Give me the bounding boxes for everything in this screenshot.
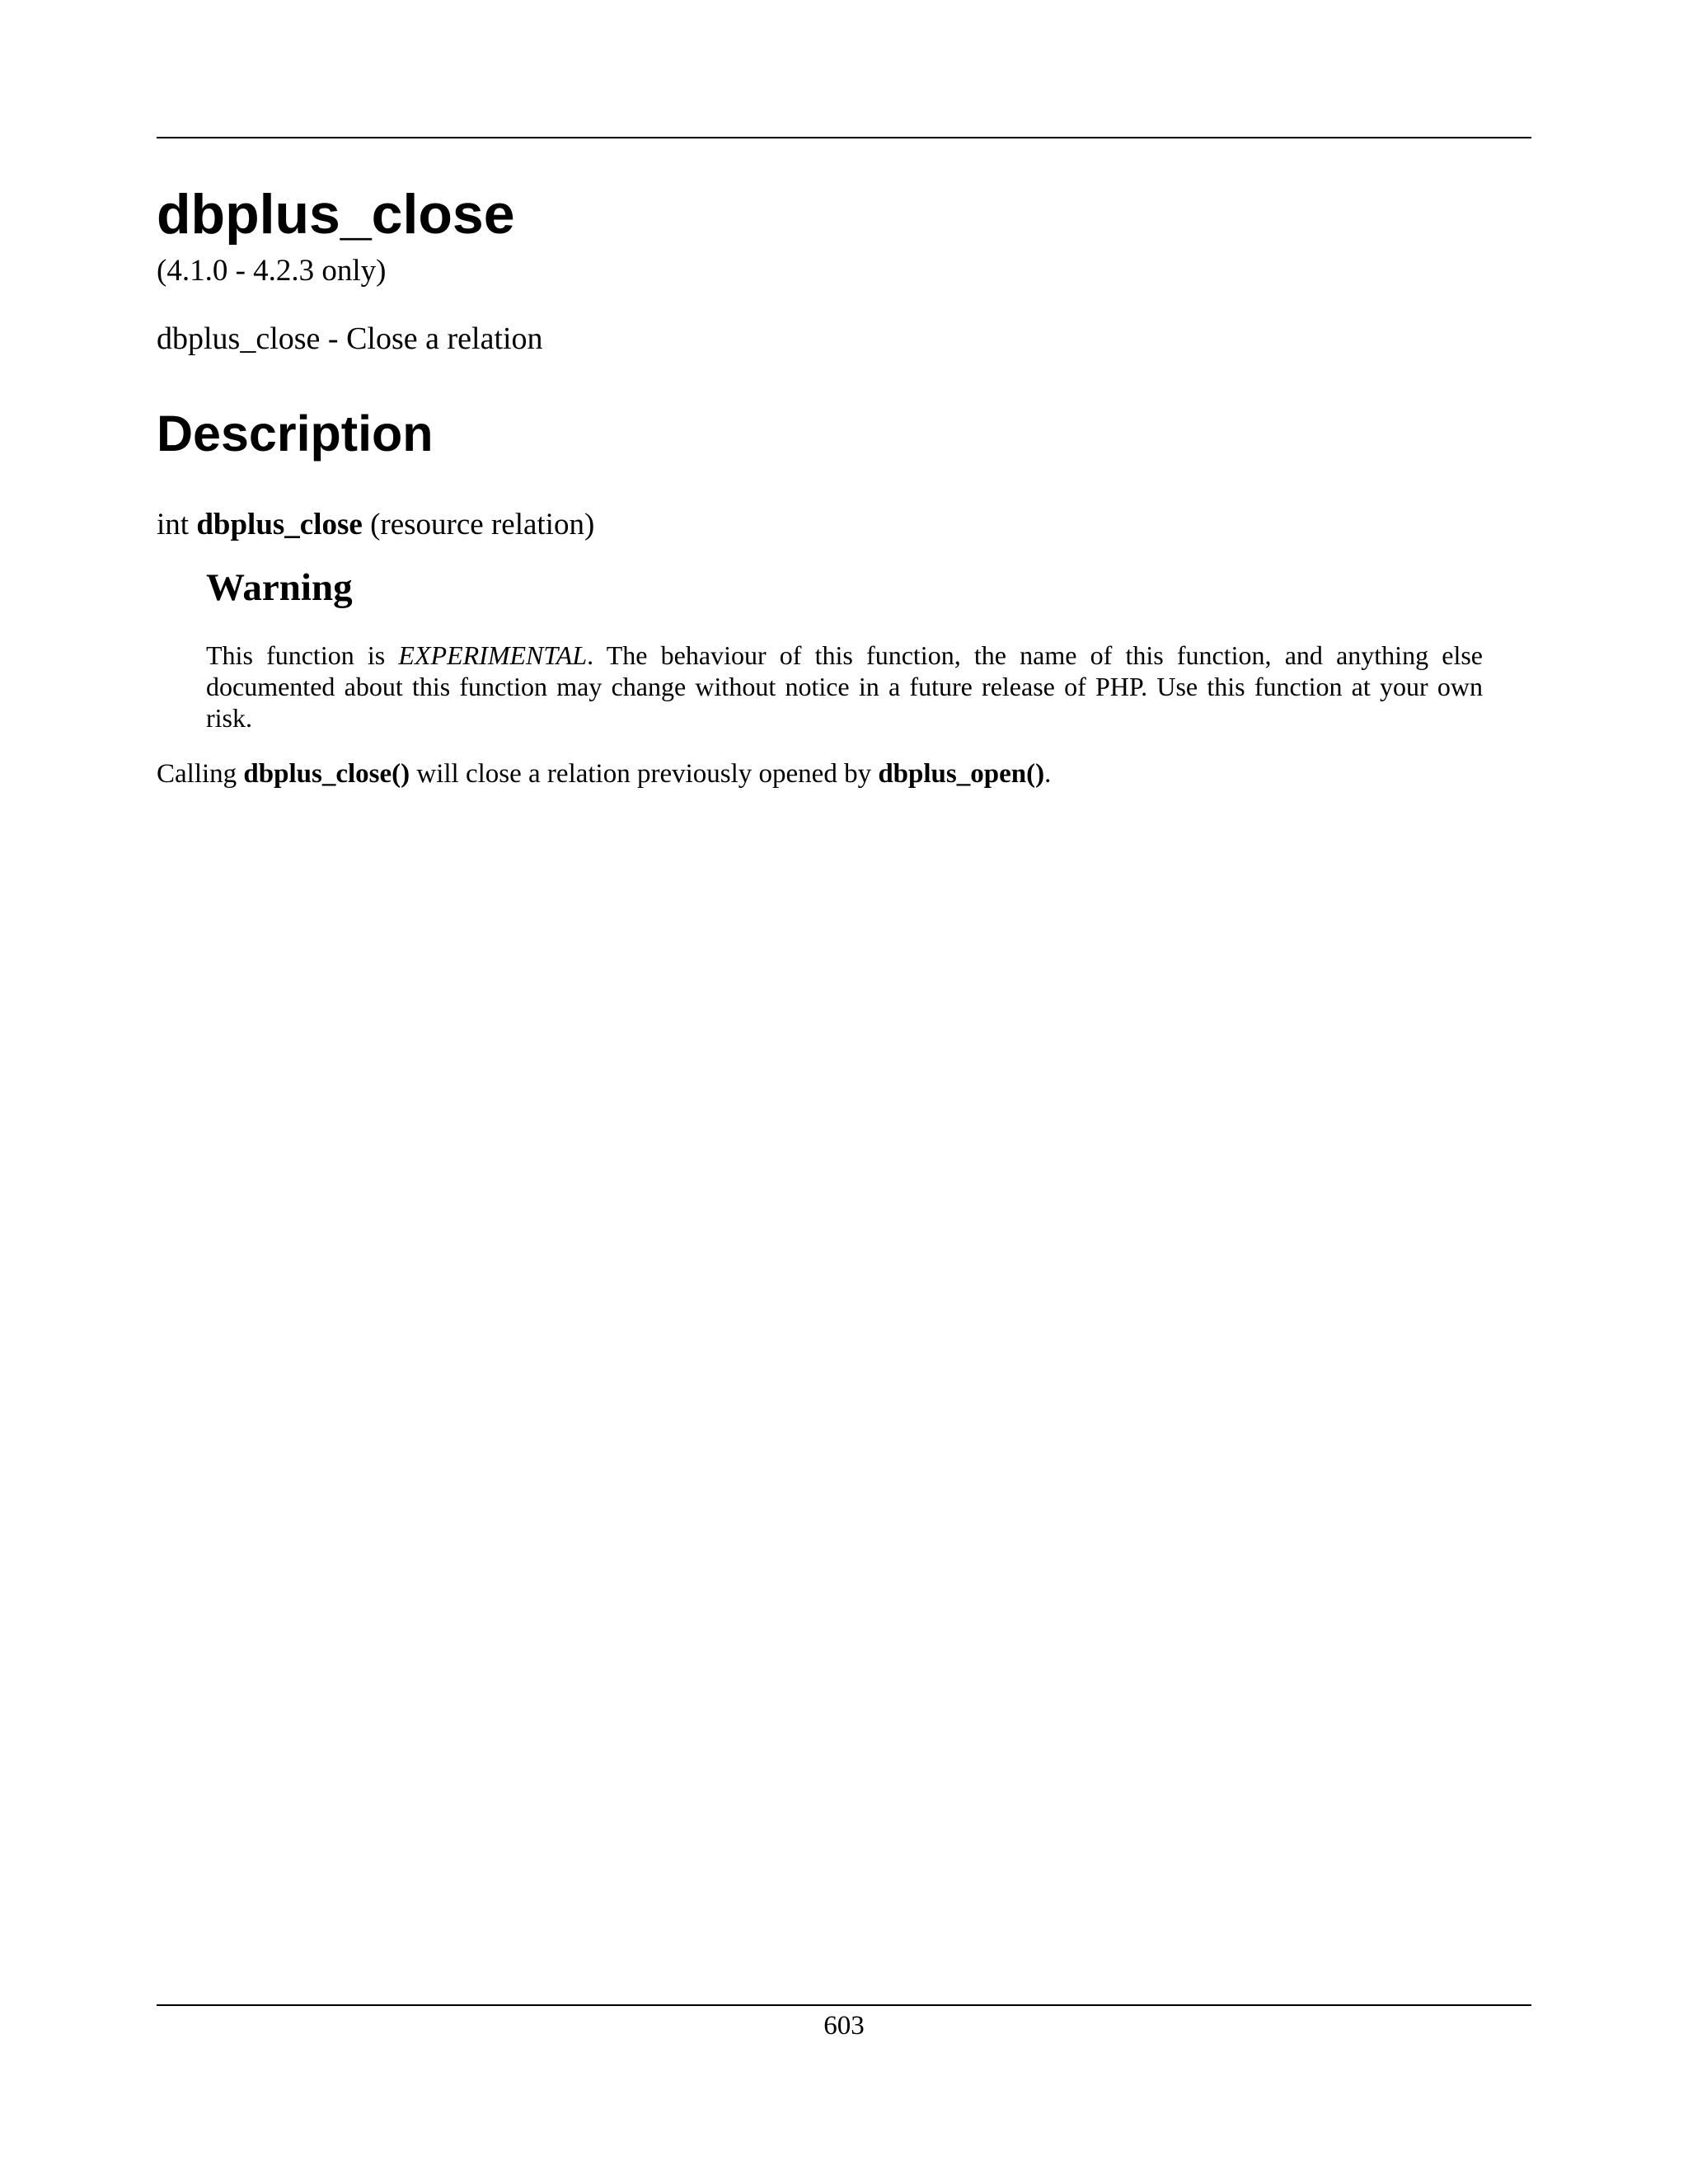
body-paragraph — [157, 758, 1051, 791]
synopsis-parameters: (resource relation) — [370, 508, 595, 541]
warning-title: Warning — [206, 566, 353, 609]
function-synopsis — [157, 509, 594, 540]
warning-text-before: This function is — [206, 640, 399, 670]
body-text-3: . — [1044, 759, 1052, 789]
synopsis-function-name: dbplus_close — [196, 508, 363, 541]
warning-emphasis: EXPERIMENTAL — [398, 640, 588, 670]
version-info: (4.1.0 - 4.2.3 only) — [157, 254, 387, 288]
body-text-1: Calling — [157, 759, 244, 789]
body-text-2: will close a relation previously opened by — [410, 759, 879, 789]
description-heading: Description — [157, 405, 434, 462]
warning-text-after: . The behaviour of this function, the name of this function, and anything else documented about this function may change without notice in a future release of PHP. Use this function at your own risk. — [206, 640, 1484, 733]
function-reference-open: dbplus_open() — [878, 759, 1045, 789]
function-reference-close: dbplus_close() — [243, 759, 410, 789]
synopsis-return-type: int — [157, 508, 190, 541]
header-rule — [157, 137, 1531, 138]
function-purpose: dbplus_close - Close a relation — [157, 321, 543, 356]
warning-text — [206, 640, 1483, 733]
function-title: dbplus_close — [157, 183, 515, 246]
page-number: 603 — [823, 2011, 865, 2041]
footer-rule — [157, 2004, 1531, 2006]
